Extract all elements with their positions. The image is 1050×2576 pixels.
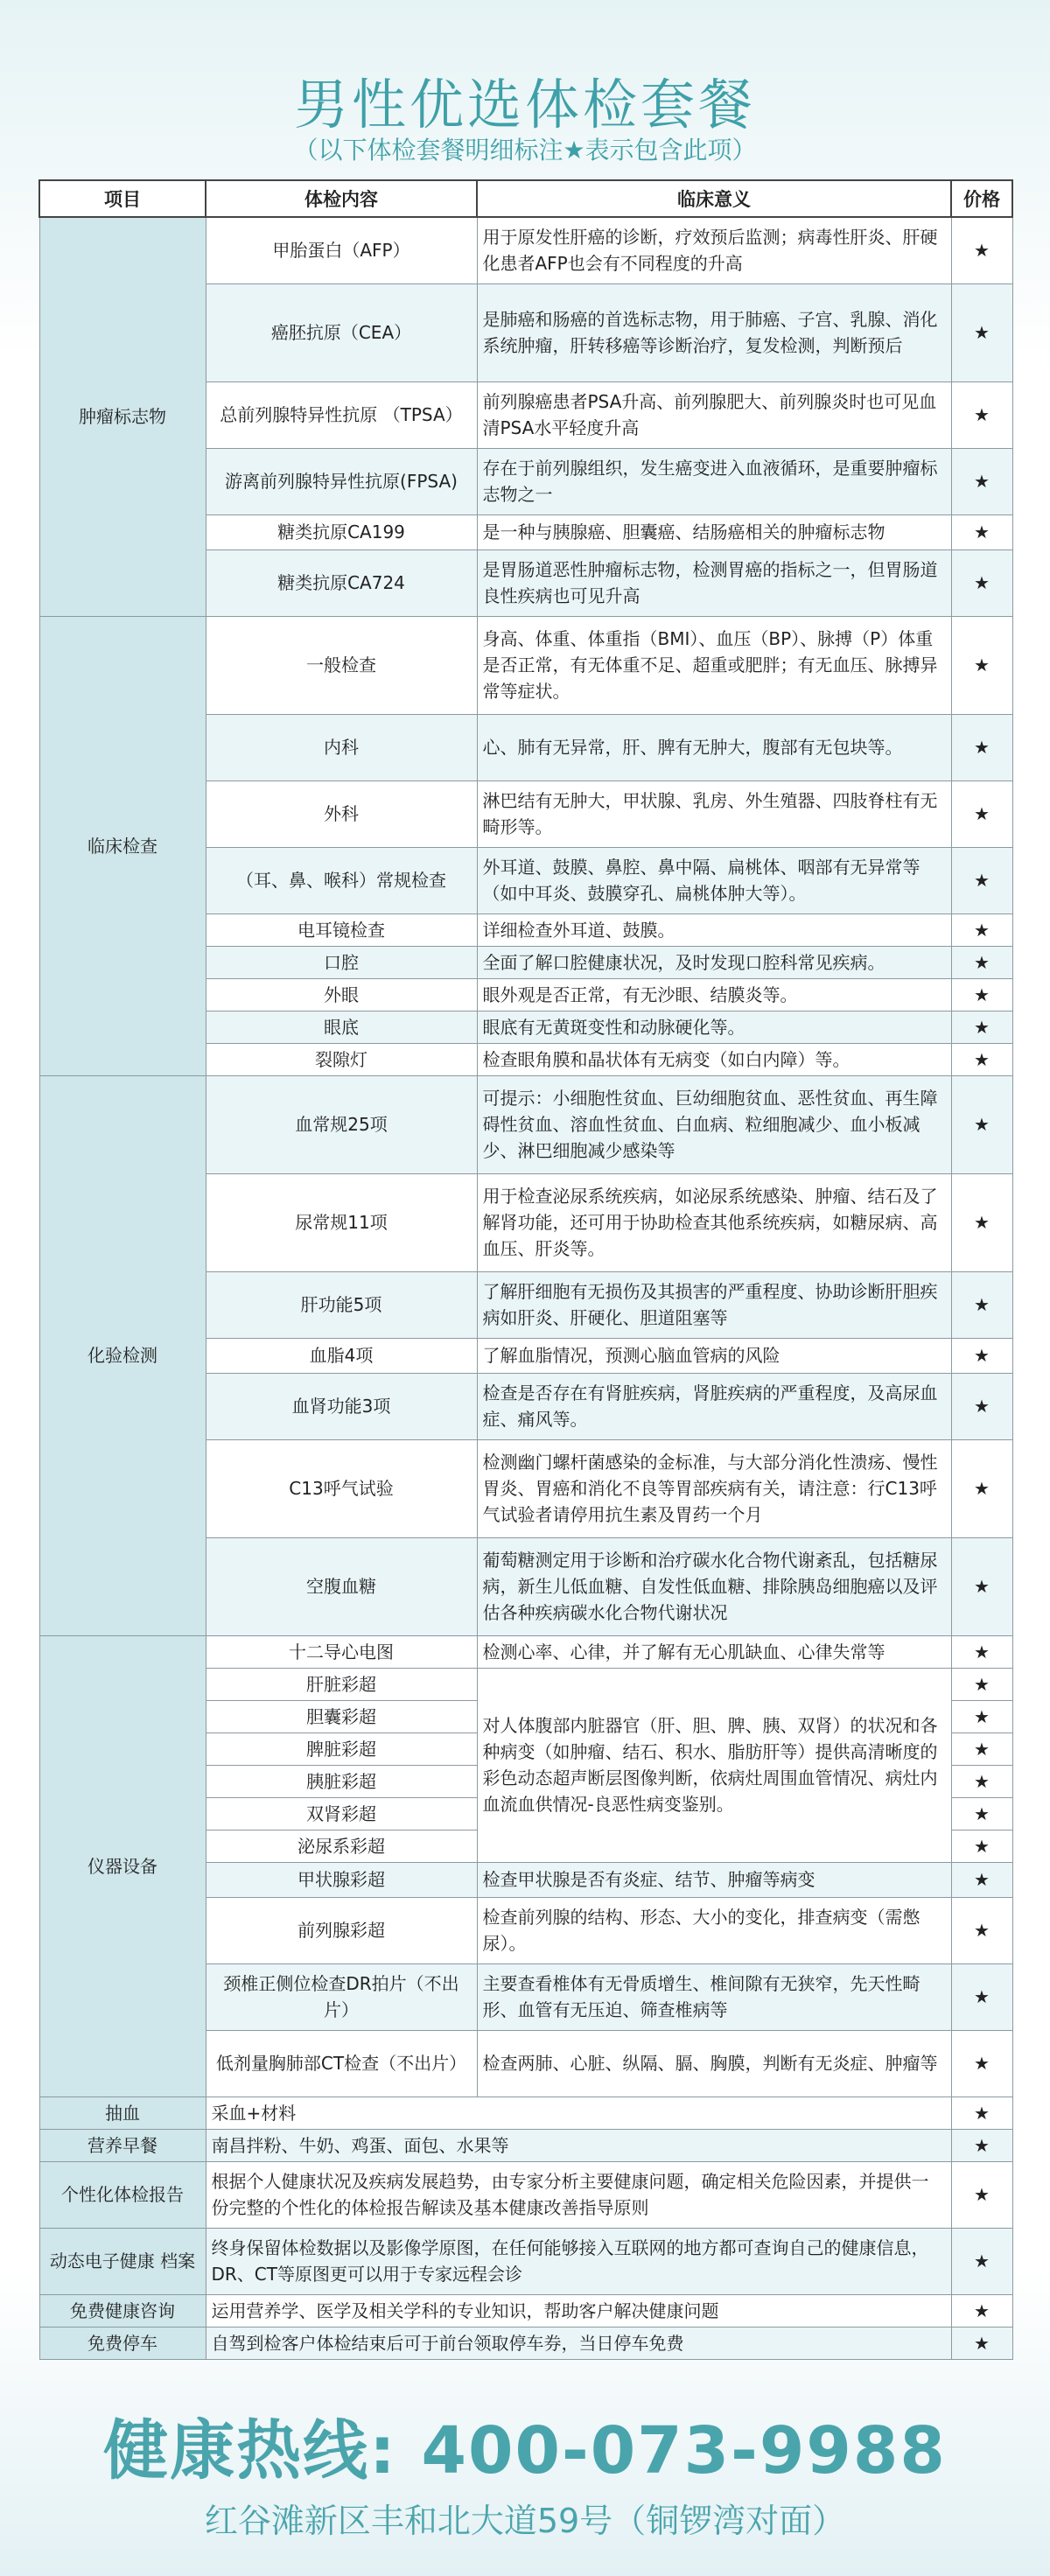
star-icon: ★: [951, 1011, 1012, 1043]
meaning-cell: 身高、体重、体重指（BMI）、血压（BP）、脉搏（P）体重是否正常，有无体重不足、超重或肥胖；有无血压、脉搏异常等症状。: [477, 616, 951, 714]
item-cell: 胆囊彩超: [206, 1700, 477, 1732]
star-icon: ★: [951, 2030, 1012, 2096]
category-cell: 仪器设备: [39, 1635, 206, 2096]
ultrasound-meaning-cell: 对人体腹部内脏器官（肝、胆、脾、胰、双肾）的状况和各种病变（如肿瘤、结石、积水、脂肪肝等）提供高清晰度的彩色动态超声断层图像判断，依病灶周围血管情况、病灶内血流血供情况-良恶性病变鉴别。: [477, 1668, 951, 1862]
meaning-cell: 用于原发性肝癌的诊断，疗效预后监测；病毒性肝炎、肝硬化患者AFP也会有不同程度的升高: [477, 217, 951, 284]
meaning-cell: 采血+材料: [206, 2096, 951, 2129]
star-icon: ★: [951, 1271, 1012, 1338]
star-icon: ★: [951, 1765, 1012, 1797]
item-cell: 外眼: [206, 978, 477, 1011]
item-cell: 低剂量胸肺部CT检查（不出片）: [206, 2030, 477, 2096]
star-icon: ★: [951, 1075, 1012, 1173]
star-icon: ★: [951, 448, 1012, 514]
meaning-cell: 检测幽门螺杆菌感染的金标准，与大部分消化性溃疡、慢性胃炎、胃癌和消化不良等胃部疾病有关，请注意：行C13呼气试验者请停用抗生素及胃药一个月: [477, 1439, 951, 1537]
item-cell: 泌尿系彩超: [206, 1830, 477, 1862]
table-row: [39, 616, 1012, 714]
category-cell: 个性化体检报告: [39, 2161, 206, 2228]
star-icon: ★: [951, 284, 1012, 382]
star-icon: ★: [951, 1635, 1012, 1668]
meaning-cell: 前列腺癌患者PSA升高、前列腺肥大、前列腺炎时也可见血清PSA水平轻度升高: [477, 382, 951, 448]
meaning-cell: 根据个人健康状况及疾病发展趋势，由专家分析主要健康问题，确定相关危险因素，并提供一份完整的个性化的体检报告解读及基本健康改善指导原则: [206, 2161, 951, 2228]
meaning-cell: 了解肝细胞有无损伤及其损害的严重程度、协助诊断肝胆疾病如肝炎、肝硬化、胆道阻塞等: [477, 1271, 951, 1338]
star-icon: ★: [951, 714, 1012, 780]
item-cell: C13呼气试验: [206, 1439, 477, 1537]
category-cell: 免费停车: [39, 2327, 206, 2359]
item-cell: 脾脏彩超: [206, 1732, 477, 1765]
item-cell: 肝功能5项: [206, 1271, 477, 1338]
meaning-cell: 检查甲状腺是否有炎症、结节、肿瘤等病变: [477, 1862, 951, 1897]
item-cell: 血肾功能3项: [206, 1373, 477, 1439]
item-cell: 颈椎正侧位检查DR拍片（不出片）: [206, 1964, 477, 2030]
star-icon: ★: [951, 1797, 1012, 1830]
item-cell: 尿常规11项: [206, 1173, 477, 1271]
star-icon: ★: [951, 946, 1012, 978]
star-icon: ★: [951, 2161, 1012, 2228]
meaning-cell: 存在于前列腺组织，发生癌变进入血液循环，是重要肿瘤标志物之一: [477, 448, 951, 514]
meaning-cell: 眼外观是否正常，有无沙眼、结膜炎等。: [477, 978, 951, 1011]
star-icon: ★: [951, 2327, 1012, 2359]
meaning-cell: 是胃肠道恶性肿瘤标志物，检测胃癌的指标之一，但胃肠道良性疾病也可见升高: [477, 550, 951, 616]
page-title: 男性优选体检套餐: [293, 73, 756, 136]
star-icon: ★: [951, 1964, 1012, 2030]
meaning-cell: 用于检查泌尿系统疾病，如泌尿系统感染、肿瘤、结石及了解肾功能，还可用于协助检查其他系统疾病，如糖尿病、高血压、肝炎等。: [477, 1173, 951, 1271]
star-icon: ★: [951, 2294, 1012, 2327]
meaning-cell: 心、肺有无异常，肝、脾有无肿大，腹部有无包块等。: [477, 714, 951, 780]
star-icon: ★: [951, 914, 1012, 946]
header-content: 体检内容: [206, 180, 477, 217]
header-meaning: 临床意义: [477, 180, 951, 217]
table-row: [39, 1635, 1012, 1668]
item-cell: 甲胎蛋白（AFP）: [206, 217, 477, 284]
star-icon: ★: [951, 382, 1012, 448]
table-row: [39, 2228, 1012, 2294]
table-row: [39, 2096, 1012, 2129]
page-subtitle: （以下体检套餐明细标注★表示包含此项）: [293, 136, 757, 164]
category-cell: 免费健康咨询: [39, 2294, 206, 2327]
star-icon: ★: [951, 780, 1012, 847]
category-cell: 临床检查: [39, 616, 206, 1075]
item-cell: 外科: [206, 780, 477, 847]
meaning-cell: 是一种与胰腺癌、胆囊癌、结肠癌相关的肿瘤标志物: [477, 514, 951, 550]
category-cell: 肿瘤标志物: [39, 217, 206, 616]
star-icon: ★: [951, 1862, 1012, 1897]
hotline-text: 健康热线: 400-073-9988: [103, 2413, 947, 2488]
meaning-cell: 详细检查外耳道、鼓膜。: [477, 914, 951, 946]
item-cell: 空腹血糖: [206, 1537, 477, 1635]
star-icon: ★: [951, 1897, 1012, 1964]
item-cell: 十二导心电图: [206, 1635, 477, 1668]
star-icon: ★: [951, 1439, 1012, 1537]
meaning-cell: 自驾到检客户体检结束后可于前台领取停车券，当日停车免费: [206, 2327, 951, 2359]
meaning-cell: 可提示：小细胞性贫血、巨幼细胞贫血、恶性贫血、再生障碍性贫血、溶血性贫血、白血病、粒细胞减少、血小板减少、淋巴细胞减少感染等: [477, 1075, 951, 1173]
meaning-cell: 外耳道、鼓膜、鼻腔、鼻中隔、扁桃体、咽部有无异常等（如中耳炎、鼓膜穿孔、扁桃体肿大等）。: [477, 847, 951, 914]
item-cell: 口腔: [206, 946, 477, 978]
meaning-cell: 是肺癌和肠癌的首选标志物，用于肺癌、子宫、乳腺、消化系统肿瘤，肝转移癌等诊断治疗，复发检测，判断预后: [477, 284, 951, 382]
item-cell: （耳、鼻、喉科）常规检查: [206, 847, 477, 914]
table-row: [39, 2327, 1012, 2359]
star-icon: ★: [951, 1537, 1012, 1635]
star-icon: ★: [951, 1173, 1012, 1271]
table-header-row: [39, 180, 1012, 217]
meaning-cell: 葡萄糖测定用于诊断和治疗碳水化合物代谢紊乱，包括糖尿病，新生儿低血糖、自发性低血糖、排除胰岛细胞癌以及评估各种疾病碳水化合物代谢状况: [477, 1537, 951, 1635]
star-icon: ★: [951, 217, 1012, 284]
item-cell: 血常规25项: [206, 1075, 477, 1173]
meaning-cell: 检查两肺、心脏、纵隔、膈、胸膜，判断有无炎症、肿瘤等: [477, 2030, 951, 2096]
meaning-cell: 全面了解口腔健康状况，及时发现口腔科常见疾病。: [477, 946, 951, 978]
item-cell: 裂隙灯: [206, 1043, 477, 1075]
item-cell: 糖类抗原CA724: [206, 550, 477, 616]
item-cell: 糖类抗原CA199: [206, 514, 477, 550]
star-icon: ★: [951, 1373, 1012, 1439]
meaning-cell: 检测心率、心律，并了解有无心肌缺血、心律失常等: [477, 1635, 951, 1668]
star-icon: ★: [951, 616, 1012, 714]
star-icon: ★: [951, 514, 1012, 550]
item-cell: 总前列腺特异性抗原 （TPSA）: [206, 382, 477, 448]
header-price: 价格: [951, 180, 1012, 217]
meaning-cell: 主要查看椎体有无骨质增生、椎间隙有无狭窄，先天性畸形、血管有无压迫、筛查椎病等: [477, 1964, 951, 2030]
header-category: 项目: [39, 180, 206, 217]
star-icon: ★: [951, 2096, 1012, 2129]
star-icon: ★: [951, 978, 1012, 1011]
item-cell: 双肾彩超: [206, 1797, 477, 1830]
table-row: [39, 1075, 1012, 1173]
meaning-cell: 终身保留体检数据以及影像学原图，在任何能够接入互联网的地方都可查询自己的健康信息，DR、CT等原图更可以用于专家远程会诊: [206, 2228, 951, 2294]
category-cell: 动态电子健康 档案: [39, 2228, 206, 2294]
item-cell: 游离前列腺特异性抗原(FPSA): [206, 448, 477, 514]
meaning-cell: 运用营养学、医学及相关学科的专业知识，帮助客户解决健康问题: [206, 2294, 951, 2327]
star-icon: ★: [951, 550, 1012, 616]
meaning-cell: 检查是否存在有肾脏疾病，肾脏疾病的严重程度，及高尿血症、痛风等。: [477, 1373, 951, 1439]
star-icon: ★: [951, 847, 1012, 914]
category-cell: 营养早餐: [39, 2129, 206, 2161]
item-cell: 血脂4项: [206, 1338, 477, 1373]
star-icon: ★: [951, 1338, 1012, 1373]
item-cell: 一般检查: [206, 616, 477, 714]
item-cell: 胰脏彩超: [206, 1765, 477, 1797]
item-cell: 电耳镜检查: [206, 914, 477, 946]
star-icon: ★: [951, 1700, 1012, 1732]
meaning-cell: 淋巴结有无肿大，甲状腺、乳房、外生殖器、四肢脊柱有无畸形等。: [477, 780, 951, 847]
item-cell: 癌胚抗原（CEA）: [206, 284, 477, 382]
item-cell: 肝脏彩超: [206, 1668, 477, 1700]
package-table: [38, 179, 1013, 2360]
table-row: [39, 2161, 1012, 2228]
star-icon: ★: [951, 1830, 1012, 1862]
address-text: 红谷滩新区丰和北大道59号（铜锣湾对面）: [204, 2502, 846, 2540]
category-cell: 抽血: [39, 2096, 206, 2129]
star-icon: ★: [951, 1668, 1012, 1700]
item-cell: 甲状腺彩超: [206, 1862, 477, 1897]
star-icon: ★: [951, 1043, 1012, 1075]
category-cell: 化验检测: [39, 1075, 206, 1635]
star-icon: ★: [951, 1732, 1012, 1765]
meaning-cell: 检查前列腺的结构、形态、大小的变化，排查病变（需憋尿）。: [477, 1897, 951, 1964]
item-cell: 内科: [206, 714, 477, 780]
meaning-cell: 了解血脂情况，预测心脑血管病的风险: [477, 1338, 951, 1373]
meaning-cell: 南昌拌粉、牛奶、鸡蛋、面包、水果等: [206, 2129, 951, 2161]
table-row: [39, 217, 1012, 284]
star-icon: ★: [951, 2228, 1012, 2294]
meaning-cell: 眼底有无黄斑变性和动脉硬化等。: [477, 1011, 951, 1043]
meaning-cell: 检查眼角膜和晶状体有无病变（如白内障）等。: [477, 1043, 951, 1075]
table-row: [39, 2294, 1012, 2327]
item-cell: 前列腺彩超: [206, 1897, 477, 1964]
item-cell: 眼底: [206, 1011, 477, 1043]
table-row: [39, 2129, 1012, 2161]
star-icon: ★: [951, 2129, 1012, 2161]
